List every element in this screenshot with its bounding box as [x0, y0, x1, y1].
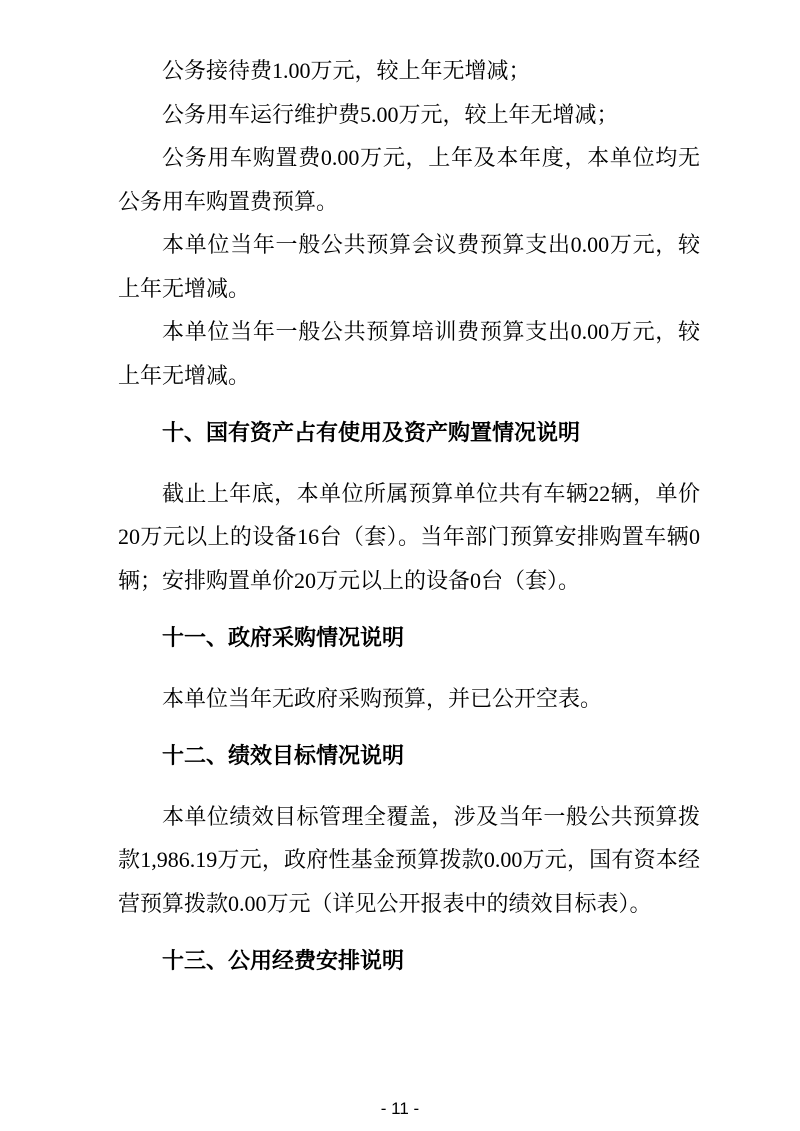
page-number: - 11 - [380, 1099, 420, 1118]
section-heading-10-state-assets: 十、国有资产占有使用及资产购置情况说明 [162, 420, 581, 445]
paragraph-vehicle-purchase-fee: 公务用车购置费0.00万元，上年及本年度，本单位均无公务用车购置费预算。 [118, 145, 700, 214]
paragraph-performance-targets: 本单位绩效目标管理全覆盖，涉及当年一般公共预算拨款1,986.19万元，政府性基金预算拨款0.00万元，国有资本经营预算拨款0.00万元（详见公开报表中的绩效目标表）。 [118, 803, 700, 916]
paragraph-state-assets: 截止上年底，本单位所属预算单位共有车辆22辆，单价20万元以上的设备16台（套）。当年部门预算安排购置车辆0辆；安排购置单价20万元以上的设备0台（套）。 [118, 480, 700, 593]
paragraph-training-fee: 本单位当年一般公共预算培训费预算支出0.00万元，较上年无增减。 [118, 319, 700, 388]
section-heading-13-public-expense: 十三、公用经费安排说明 [162, 948, 405, 973]
paragraph-meeting-fee: 本单位当年一般公共预算会议费预算支出0.00万元，较上年无增减。 [118, 232, 700, 301]
paragraph-government-procurement: 本单位当年无政府采购预算，并已公开空表。 [162, 685, 603, 711]
paragraph-vehicle-maintenance-fee: 公务用车运行维护费5.00万元，较上年无增减； [162, 101, 619, 127]
section-heading-12-performance-targets: 十二、绩效目标情况说明 [162, 743, 405, 768]
paragraph-reception-fee: 公务接待费1.00万元，较上年无增减； [162, 58, 531, 83]
section-heading-11-government-procurement: 十一、政府采购情况说明 [162, 625, 405, 650]
